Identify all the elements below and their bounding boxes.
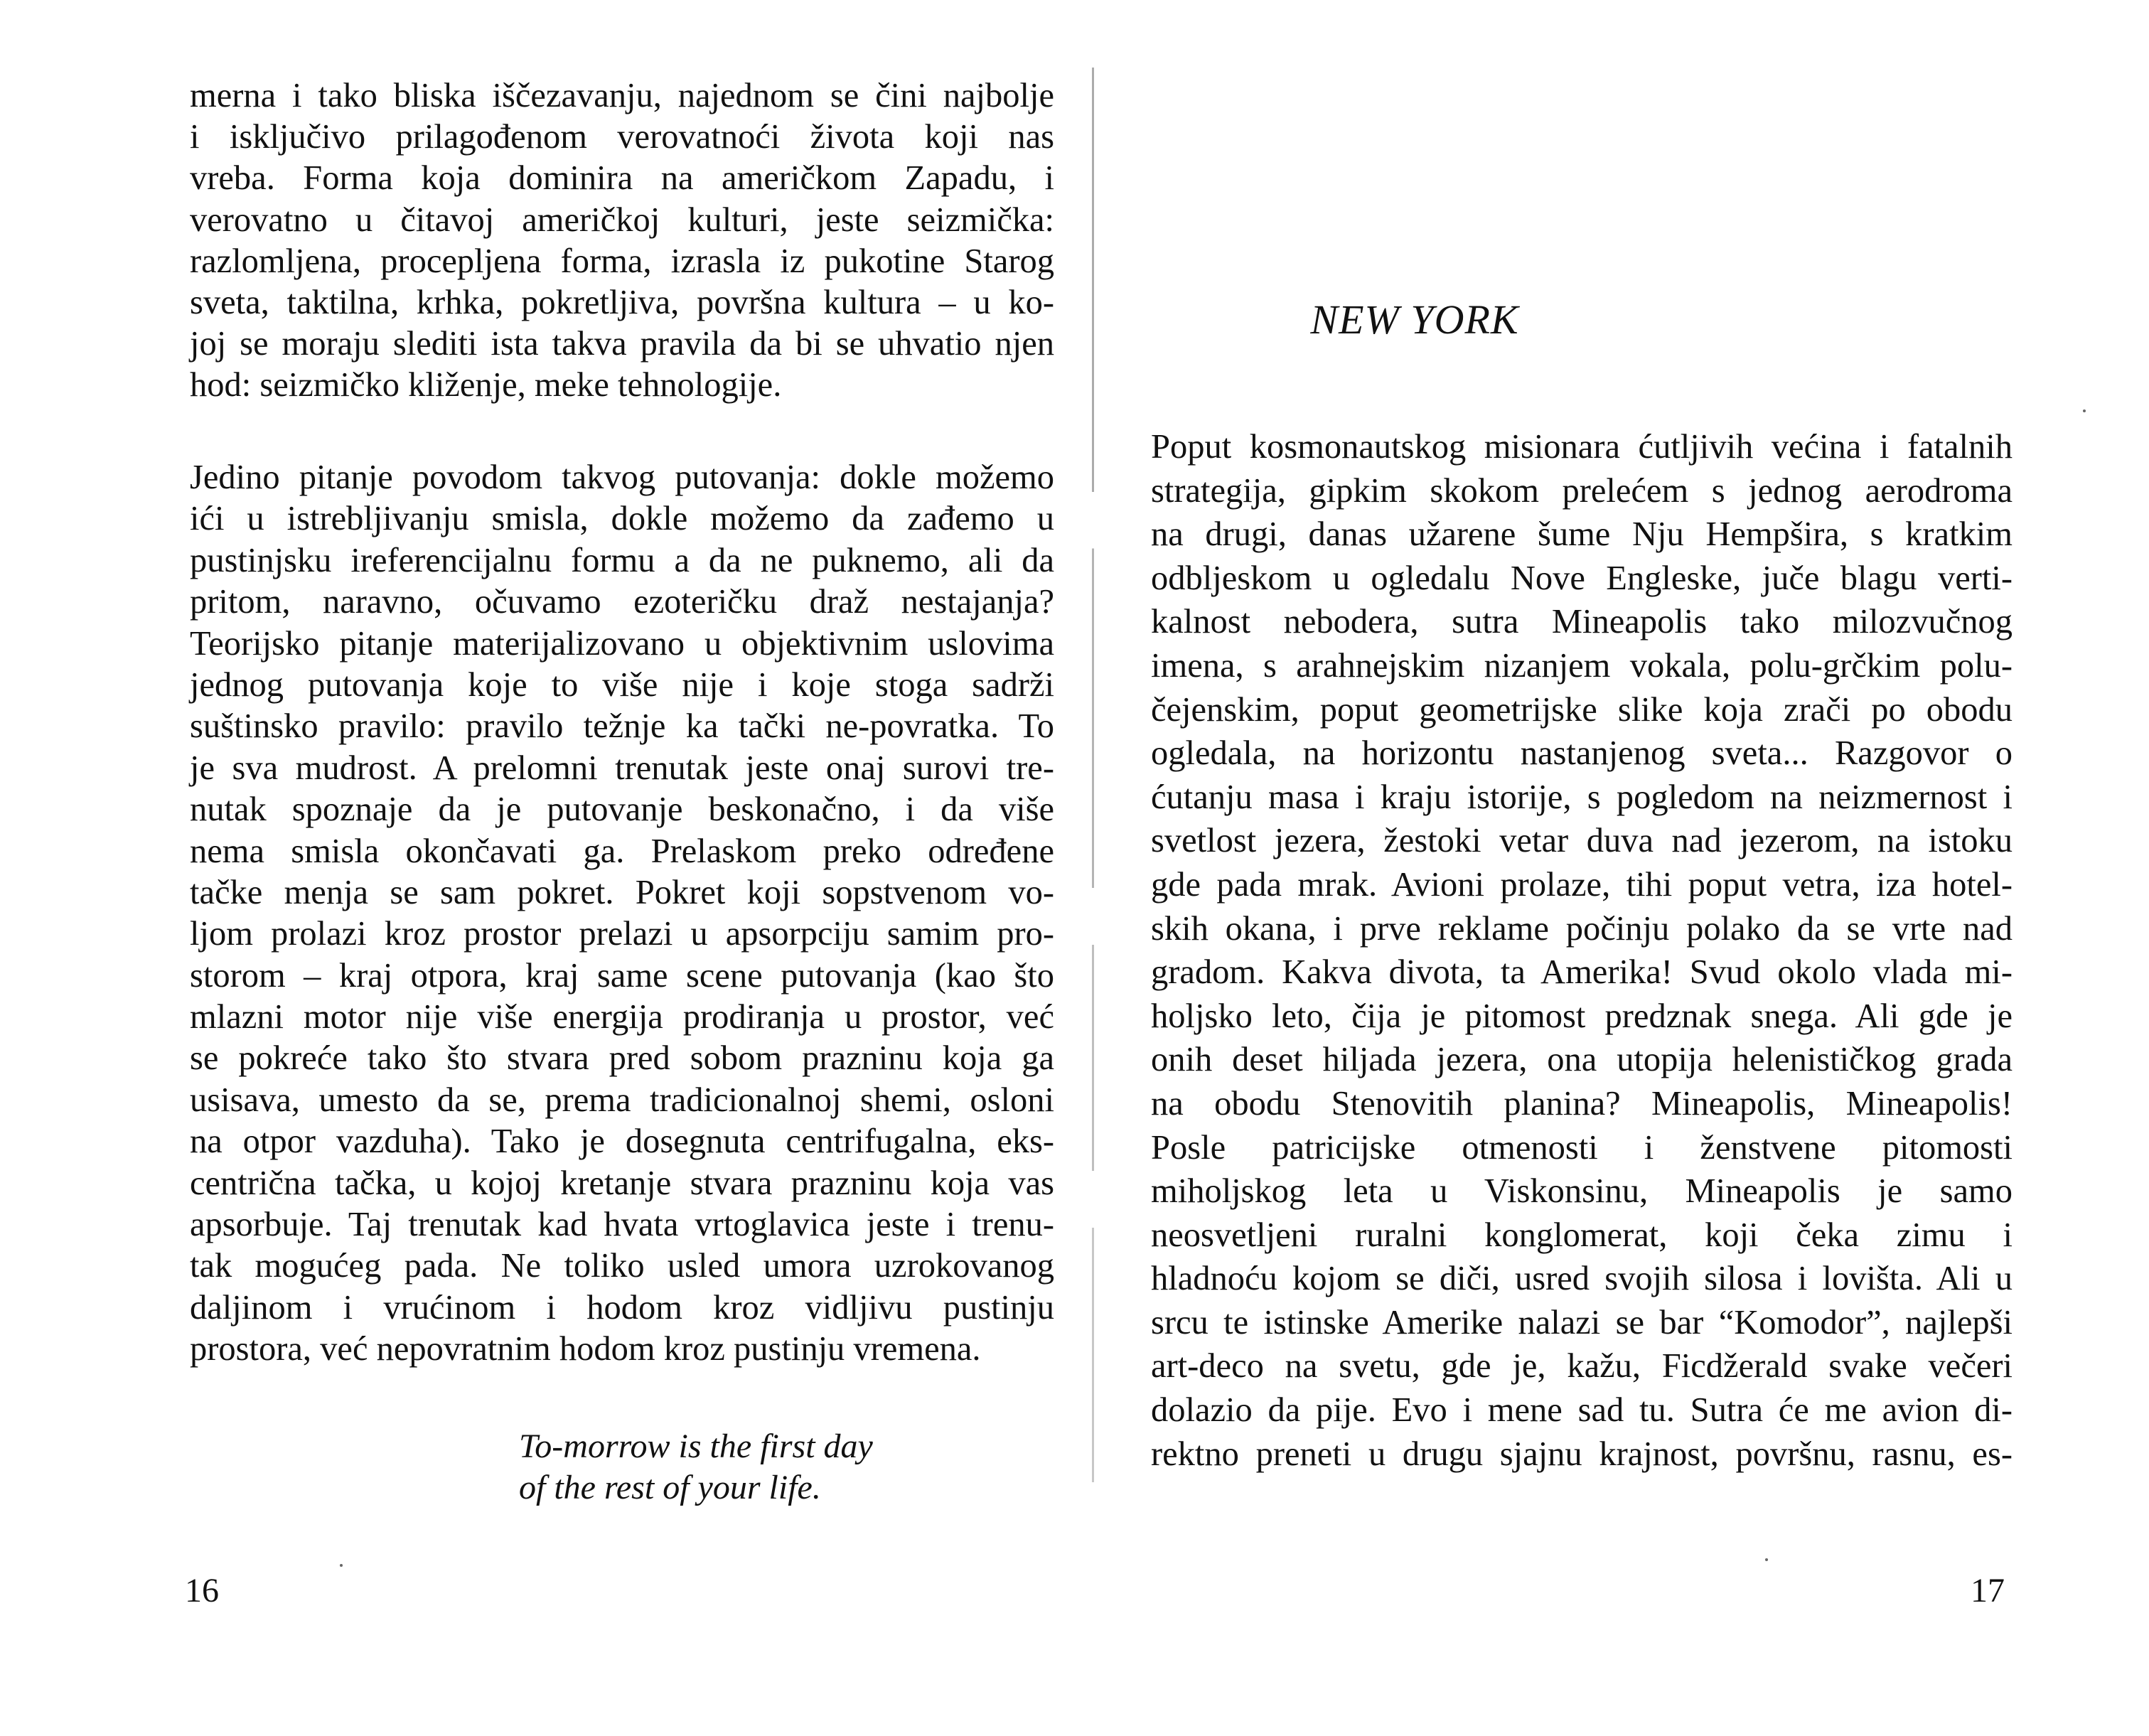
text-line: verovatno u čitavoj američkoj kulturi, jeste seizmička: <box>190 200 1054 239</box>
text-line: daljinom i vrućinom i hodom kroz vidljivu pustinju <box>190 1288 1054 1327</box>
page-number: 16 <box>185 1572 219 1609</box>
scan-speck <box>1765 1558 1768 1561</box>
text-line: skih okana, i prve reklame počinju polako da se vrte nad <box>1151 909 2013 948</box>
text-line: ljom prolazi kroz prostor prelazi u apsorpciju samim pro- <box>190 915 1054 953</box>
epigraph-line: To-morrow is the first day <box>519 1427 873 1465</box>
text-line: Poput kosmonautskog misionara ćutljivih većina i fatalnih <box>1151 428 2013 466</box>
text-line: neosvetljeni ruralni konglomerat, koji čeka zimu i <box>1151 1216 2013 1254</box>
text-line: svetlost jezera, žestoki vetar duva nad jezerom, na istoku <box>1151 822 2013 860</box>
text-line: odbljeskom u ogledalu Nove Engleske, juče blagu verti- <box>1151 559 2013 597</box>
text-line: na obodu Stenovitih planina? Mineapolis, Mineapolis! <box>1151 1084 2013 1122</box>
text-line: apsorbuje. Taj trenutak kad hvata vrtoglavica jeste i trenu- <box>190 1206 1054 1244</box>
text-line: vreba. Forma koja dominira na američkom Zapadu, i <box>190 159 1054 198</box>
text-line: na drugi, danas užarene šume Nju Hempšira, s kratkim <box>1151 515 2013 554</box>
text-line: hladnoću kojom se diči, usred svojih silosa i lovišta. Ali u <box>1151 1260 2013 1298</box>
text-line: na otpor vazduha). Tako je dosegnuta centrifugalna, eks- <box>190 1122 1054 1161</box>
text-line: ići u istrebljivanju smisla, dokle možemo da zađemo u <box>190 500 1054 538</box>
text-line: hod: seizmičko kliženje, meke tehnologije. <box>190 366 782 404</box>
epigraph-line: of the rest of your life. <box>519 1469 821 1507</box>
text-line: dolazio da pije. Evo i mene sad tu. Sutra će me avion di- <box>1151 1391 2013 1430</box>
right-body-text <box>1151 425 2013 1476</box>
text-line: suštinsko pravilo: pravilo težnje ka tački ne-povratka. To <box>190 707 1054 746</box>
text-line: pustinjsku ireferencijalnu formu a da ne puknemo, ali da <box>190 541 1054 579</box>
text-line: Posle patricijske otmenosti i ženstvene pitomosti <box>1151 1128 2013 1167</box>
text-line: se pokreće tako što stvara pred sobom prazninu koja ga <box>190 1039 1054 1078</box>
book-gutter-line <box>1092 68 1094 1482</box>
text-line: imena, s arahnejskim nizanjem vokala, polu-grčkim polu- <box>1151 646 2013 685</box>
text-line: storom – kraj otpora, kraj same scene putovanja (kao što <box>190 956 1054 995</box>
epigraph <box>519 1426 945 1509</box>
text-line: nutak spoznaje da je putovanje beskonačno, i da više <box>190 791 1054 829</box>
text-line: gradom. Kakva divota, ta Amerika! Svud okolo vlada mi- <box>1151 953 2013 992</box>
page-number: 17 <box>1971 1572 2005 1609</box>
text-line: Teorijsko pitanje materijalizovano u objektivnim uslovima <box>190 624 1054 663</box>
text-line: merna i tako bliska iščezavanju, najednom se čini najbolje <box>190 77 1054 114</box>
text-line: pritom, naravno, očuvamo ezoteričku draž nestajanja? <box>190 583 1054 621</box>
text-line: i isključivo prilagođenom verovatnoći života koji nas <box>190 118 1054 156</box>
text-line: holjsko leto, čija je pitomost predznak snega. Ali gde je <box>1151 997 2013 1035</box>
text-line: strategija, gipkim skokom prelećem s jednog aerodroma <box>1151 471 2013 510</box>
text-line: usisava, umesto da se, prema tradicionalnoj shemi, osloni <box>190 1081 1054 1119</box>
text-line: centrična tačka, u kojoj kretanje stvara prazninu koja vas <box>190 1164 1054 1202</box>
text-line: miholjskog leta u Viskonsinu, Mineapolis je samo <box>1151 1172 2013 1211</box>
scan-speck <box>2083 409 2086 412</box>
text-line: nema smisla okončavati ga. Prelaskom preko određene <box>190 832 1054 870</box>
text-line: art-deco na svetu, gde je, kažu, Ficdžerald svake večeri <box>1151 1347 2013 1386</box>
text-line: je sva mudrost. A prelomni trenutak jeste onaj surovi tre- <box>190 749 1054 787</box>
left-paragraph-2 <box>190 457 1054 1371</box>
text-line: srcu te istinske Amerike nalazi se bar “Komodor”, najlepši <box>1151 1303 2013 1341</box>
text-line: mlazni motor nije više energija prodiranja u prostor, već <box>190 998 1054 1036</box>
text-line: prostora, već nepovratnim hodom kroz pustinju vremena. <box>190 1330 981 1368</box>
text-line: ogledala, na horizontu nastanjenog sveta... Razgovor o <box>1151 734 2013 773</box>
text-line: razlomljena, procepljena forma, izrasla iz pukotine Starog <box>190 242 1054 280</box>
text-line: sveta, taktilna, krhka, pokretljiva, površna kultura – u ko- <box>190 283 1054 321</box>
text-line: ćutanju masa i kraju istorije, s pogledom na neizmernost i <box>1151 778 2013 816</box>
text-line: onih deset hiljada jezera, ona utopija helenističkog grada <box>1151 1041 2013 1079</box>
text-line: jednog putovanja koje to više nije i koje stoga sadrži <box>190 665 1054 704</box>
text-line: Jedino pitanje povodom takvog putovanja: dokle možemo <box>190 459 1054 496</box>
text-line: kalnost nebodera, sutra Mineapolis tako milozvučnog <box>1151 603 2013 641</box>
text-line: tak mogućeg pada. Ne toliko usled umora uzrokovanog <box>190 1247 1054 1285</box>
text-line: joj se moraju slediti ista takva pravila da bi se uhvatio njen <box>190 325 1054 363</box>
chapter-title: NEW YORK <box>1310 296 1519 343</box>
text-line: gde pada mrak. Avioni prolaze, tihi poput vetra, iza hotel- <box>1151 865 2013 904</box>
scan-speck <box>340 1564 343 1567</box>
left-paragraph-1 <box>190 75 1054 407</box>
text-line: tačke menja se sam pokret. Pokret koji sopstvenom vo- <box>190 873 1054 911</box>
text-line: čejenskim, poput geometrijske slike koja zrači po obodu <box>1151 690 2013 729</box>
text-line: rektno preneti u drugu sjajnu krajnost, površnu, rasnu, es- <box>1151 1435 2013 1473</box>
